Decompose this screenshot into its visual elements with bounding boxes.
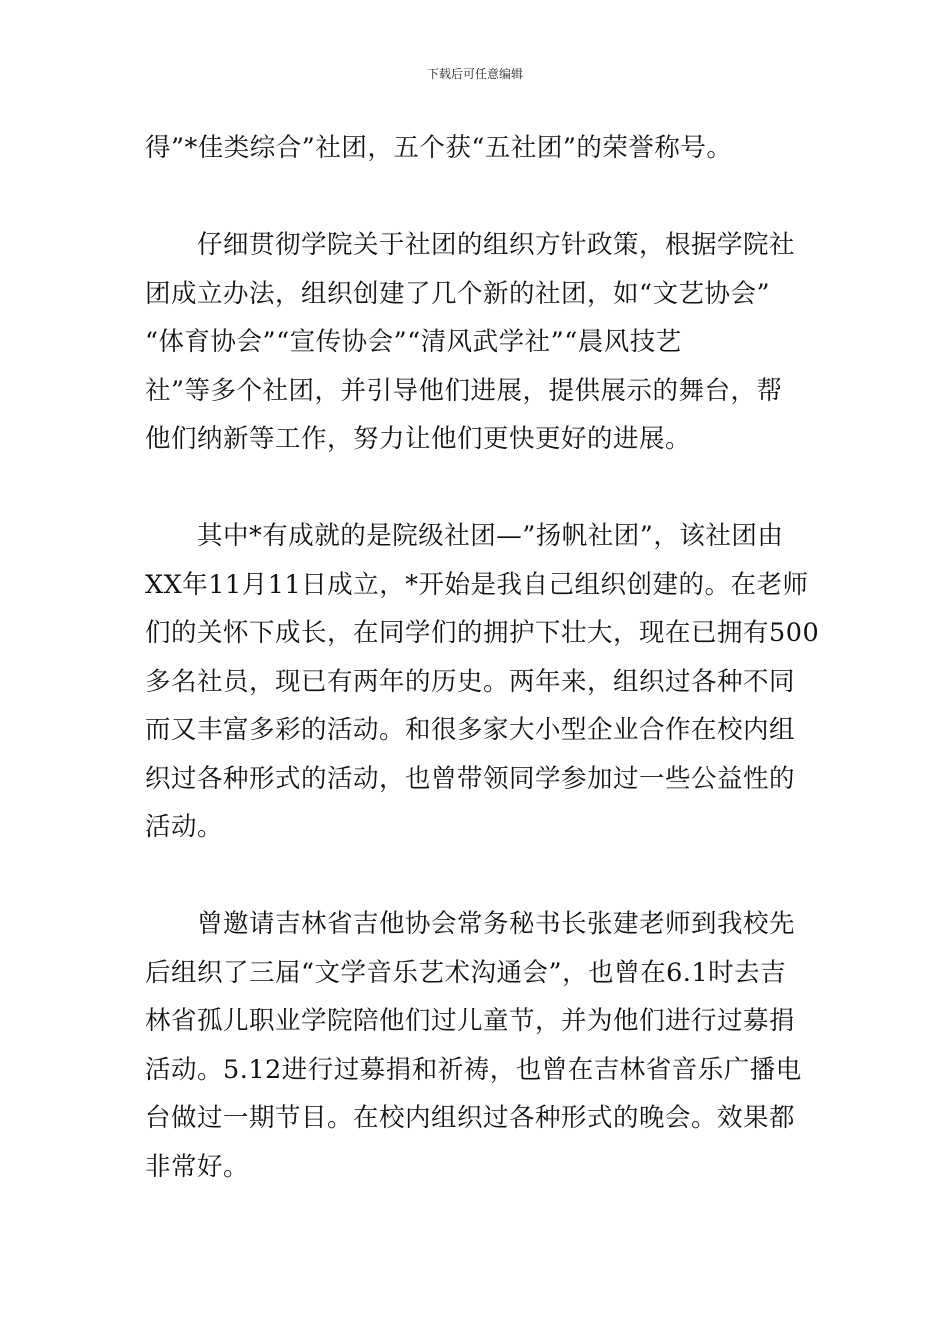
paragraph-3 (145, 512, 820, 852)
text-line: 团成立办法，组织创建了几个新的社团，如“文艺协会” (145, 278, 771, 309)
document-body (145, 124, 820, 1191)
text-line: 活动。 (145, 812, 224, 842)
text-line: 非常好。 (145, 1151, 250, 1182)
text-line: “体育协会”“宣传协会”“清风武学社”“晨风技艺 (145, 327, 682, 357)
page-header-note: 下载后可任意编辑 (426, 67, 523, 81)
text-line: 后组织了三届“文学音乐艺术沟通会”，也曾在6.1时去吉 (145, 957, 787, 988)
paragraph-gap (145, 173, 807, 222)
text-line: 他们纳新等工作，努力让他们更快更好的进展。 (145, 424, 692, 454)
paragraph-gap (145, 852, 807, 901)
text-line: 们的关怀下成长，在同学们的拥护下壮大，现在已拥有500 (145, 618, 820, 648)
text-line: 织过各种形式的活动，也曾带领同学参加过一些公益性的 (145, 763, 796, 794)
text-line: 林省孤儿职业学院陪他们过儿童节，并为他们进行过募捐 (145, 1006, 796, 1036)
text-line: XX年11月11日成立，*开始是我自己组织创建的。在老师 (145, 569, 809, 600)
text-line: 多名社员，现已有两年的历史。两年来，组织过各种不同 (145, 666, 796, 697)
text-line: 活动。5.12进行过募捐和祈祷，也曾在吉林省音乐广播电 (145, 1054, 802, 1085)
text-line: 得”*佳类综合”社团，五个获“五社团”的荣誉称号。 (145, 133, 733, 163)
text-line: 社”等多个社团，并引导他们进展，提供展示的舞台，帮 (145, 375, 783, 406)
text-line: 仔细贯彻学院关于社团的组织方针政策，根据学院社 (145, 230, 796, 260)
text-line: 而又丰富多彩的活动。和很多家大小型企业合作在校内组 (145, 715, 796, 745)
text-line: 其中*有成就的是院级社团—”扬帆社团”，该社团由 (145, 521, 784, 551)
paragraph-2 (145, 221, 807, 464)
paragraph-1 (145, 124, 807, 173)
paragraph-gap (145, 464, 807, 513)
paragraph-4 (145, 900, 807, 1191)
text-line: 曾邀请吉林省吉他协会常务秘书长张建老师到我校先 (145, 909, 796, 939)
text-line: 台做过一期节目。在校内组织过各种形式的晚会。效果都 (145, 1103, 796, 1133)
